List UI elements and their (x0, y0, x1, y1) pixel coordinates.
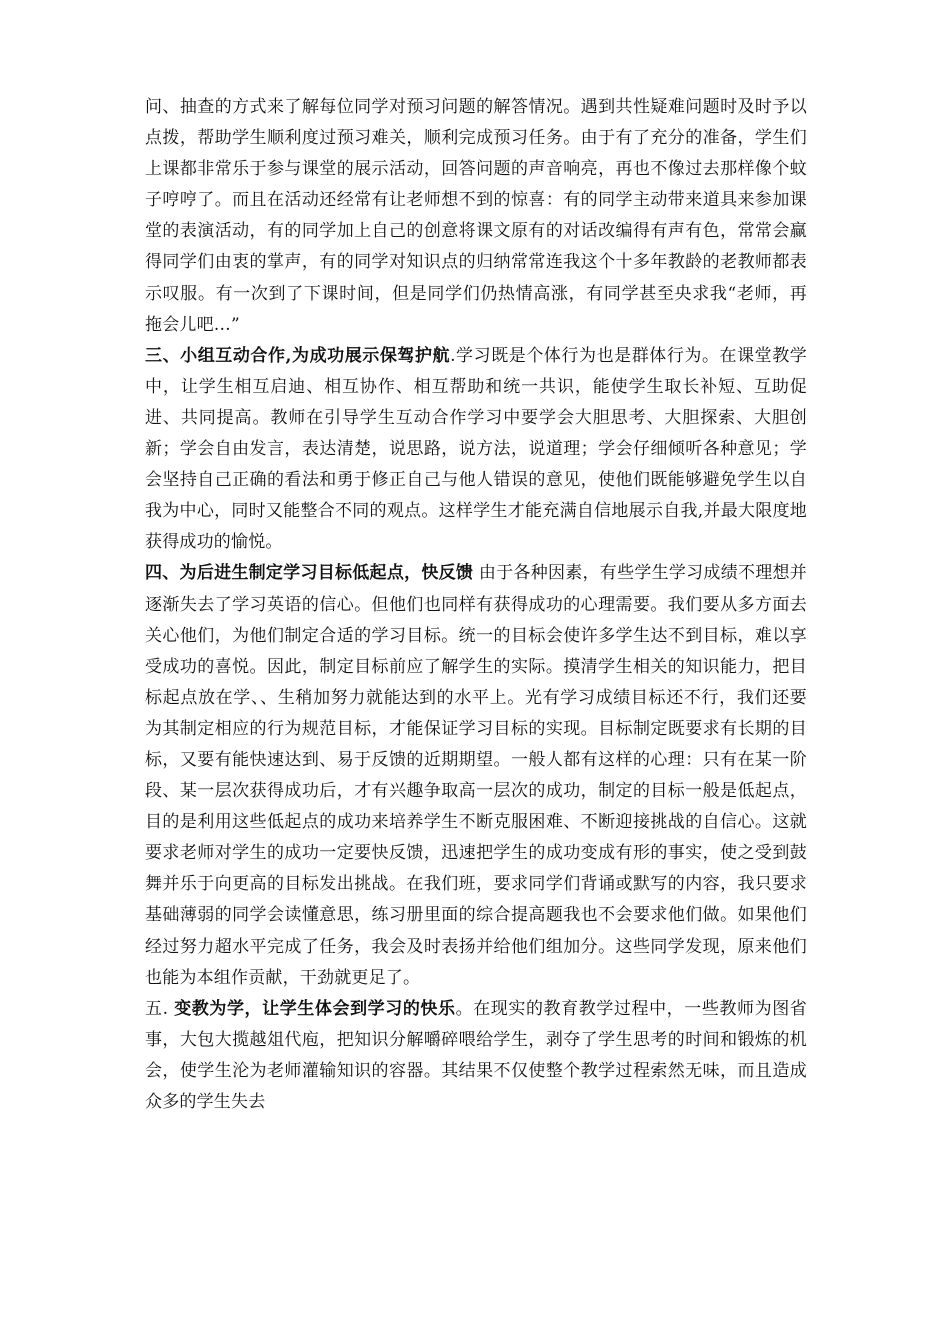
paragraph-section-5 (145, 994, 807, 1118)
section-number: 五. (145, 998, 175, 1019)
section-heading: 四、为后进生制定学习目标低起点，快反馈 (145, 563, 474, 584)
paragraph-text: 由于各种因素，有些学生学习成绩不理想并逐渐失去了学习英语的信心。但他们也同样有获得成功的心理需要。我们要从多方面去关心他们，为他们制定合适的学习目标。统一的目标会使许多学生达不到目标，难以享受成功的喜悦。因此，制定目标前应了解学生的实际。摸清学生相关的知识能力，把目标起点放在学、、生稍加努力就能达到的水平上。光有学习成绩目标还不行，我们还要为其制定相应的行为规范目标，才能保证学习目标的实现。目标制定既要求有长期的目标，又要有能快速达到、易于反馈的近期期望。一般人都有这样的心理：只有在某一阶段、某一层次获得成功后，才有兴趣争取高一层次的成功，制定的目标一般是低起点，目的是利用这些低起点的成功来培养学生不断克服困难、不断迎接挑战的自信心。这就要求老师对学生的成功一定要快反馈，迅速把学生的成功变成有形的事实，使之受到鼓舞并乐于向更高的目标发出挑战。在我们班，要求同学们背诵或默写的内容，我只要求基础薄弱的同学会读懂意思，练习册里面的综合提高题我也不会要求他们做。如果他们经过努力超水平完成了任务，我会及时表扬并给他们组加分。这些同学发现，原来他们也能为本组作贡献，干劲就更足了。 (145, 563, 807, 988)
paragraph-continuation (145, 92, 807, 341)
paragraph-text: .学习既是个体行为也是群体行为。在课堂教学中，让学生相互启迪、相互协作、相互帮助和统一共识，能使学生取长补短、互助促进、共同提高。教师在引导学生互动合作学习中要学会大胆思考、大胆探索、大胆创新；学会自由发言，表达清楚，说思路，说方法，说道理；学会仔细倾听各种意见；学会坚持自己正确的看法和勇于修正自己与他人错误的意见，使他们既能够避免学生以自我为中心，同时又能整合不同的观点。这样学生才能充满自信地展示自我,并最大限度地获得成功的愉悦。 (145, 345, 807, 553)
paragraph-text: 问、抽查的方式来了解每位同学对预习问题的解答情况。遇到共性疑难问题时及时予以点拨，帮助学生顺利度过预习难关，顺利完成预习任务。由于有了充分的准备，学生们上课都非常乐于参与课堂的展示活动，回答问题的声音响亮，再也不像过去那样像个蚊子哼哼了。而且在活动还经常有让老师想不到的惊喜：有的同学主动带来道具来参加课堂的表演活动，有的同学加上自己的创意将课文原有的对话改编得有声有色，常常会赢得同学们由衷的掌声，有的同学对知识点的归纳常常连我这个十多年教龄的老教师都表示叹服。有一次到了下课时间，但是同学们仍热情高涨，有同学甚至央求我“老师，再拖会儿吧…” (145, 97, 807, 335)
section-heading: 变教为学，让学生体会到学习的快乐 (174, 998, 456, 1019)
paragraph-section-3 (145, 341, 807, 559)
document-body (145, 92, 807, 1118)
section-heading: 三、小组互动合作,为成功展示保驾护航 (145, 345, 451, 366)
paragraph-section-4 (145, 558, 807, 993)
paragraph-text: 。在现实的教育教学过程中，一些教师为图省事，大包大揽越俎代庖，把知识分解嚼碎喂给学生，剥夺了学生思考的时间和锻炼的机会，使学生沦为老师灌输知识的容器。其结果不仅使整个教学过程索然无味，而且造成众多的学生失去 (145, 998, 807, 1112)
